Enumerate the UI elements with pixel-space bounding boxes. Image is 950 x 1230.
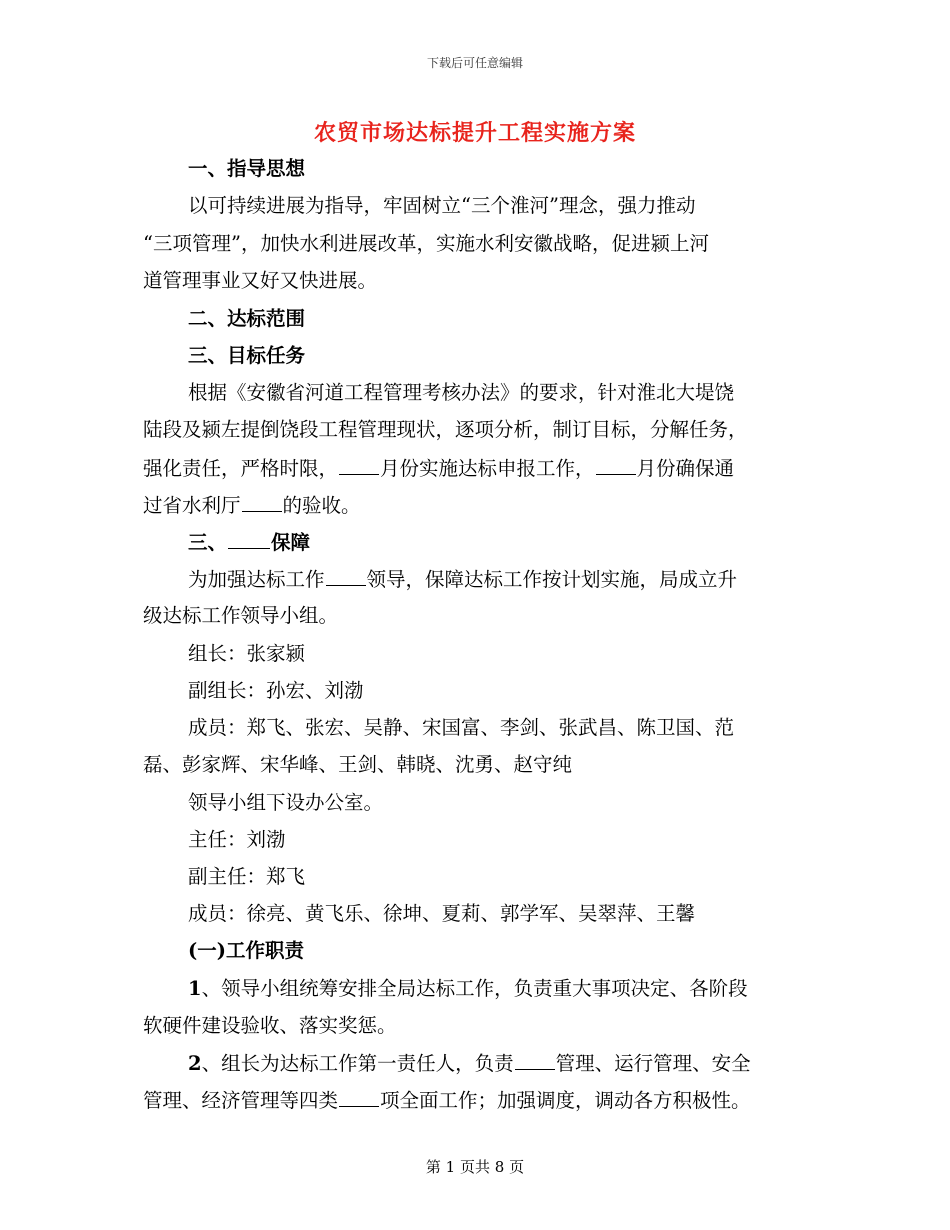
paragraph-line: 陆段及颍左提倒饶段工程管理现状，逐项分析，制订目标，分解任务， bbox=[143, 418, 748, 441]
duty-number: 1 bbox=[188, 977, 202, 1000]
text-segment: 强化责任，严格时限， bbox=[143, 457, 339, 480]
text-segment: 月份确保通 bbox=[636, 457, 735, 480]
paragraph-line bbox=[143, 456, 734, 481]
section-heading-guarantee bbox=[188, 530, 310, 555]
section-heading-scope: 二、达标范围 bbox=[188, 307, 306, 330]
text-segment: 月份实施达标申报工作， bbox=[380, 457, 595, 480]
section-heading-guiding-ideology: 一、指导思想 bbox=[188, 157, 306, 180]
document-title: 农贸市场达标提升工程实施方案 bbox=[313, 120, 636, 146]
fill-blank bbox=[326, 567, 366, 586]
fill-blank bbox=[242, 493, 282, 512]
duty-item-2-line bbox=[188, 1051, 751, 1076]
text-segment: 为加强达标工作 bbox=[188, 568, 325, 591]
duty-item-1-line bbox=[188, 977, 748, 1001]
paragraph-line bbox=[188, 567, 737, 592]
group-members-line: 成员：郑飞、张宏、吴静、宋国富、李剑、张武昌、陈卫国、范 bbox=[188, 716, 735, 739]
text-segment: 、领导小组统筹安排全局达标工作，负责重大事项决定、各阶段 bbox=[201, 977, 748, 1000]
duty-number: 2 bbox=[188, 1052, 202, 1075]
office-director: 主任：刘渤 bbox=[188, 828, 286, 851]
paragraph-line: 级达标工作领导小组。 bbox=[143, 604, 339, 627]
page-header: 下载后可任意编辑 bbox=[426, 56, 523, 70]
paragraph-line: 以可持续进展为指导，牢固树立“三个淮河”理念，强力推动 bbox=[188, 194, 696, 217]
text-segment: 项全面工作；加强调度，调动各方积极性。 bbox=[380, 1089, 751, 1112]
fill-blank bbox=[339, 1088, 379, 1107]
fill-blank bbox=[339, 456, 379, 475]
text-segment: 保障 bbox=[271, 531, 311, 554]
section-heading-targets: 三、目标任务 bbox=[188, 344, 306, 367]
paragraph-line: 根据《安徽省河道工程管理考核办法》的要求，针对淮北大堤饶 bbox=[188, 381, 735, 404]
text-segment: 管理、运行管理、安全 bbox=[555, 1052, 751, 1075]
paragraph-line bbox=[143, 493, 361, 518]
office-members: 成员：徐亮、黄飞乐、徐坤、夏莉、郭学军、吴翠萍、王馨 bbox=[188, 902, 696, 925]
group-members-line: 磊、彭家辉、宋华峰、王剑、韩晓、沈勇、赵守纯 bbox=[143, 753, 573, 776]
duty-item-1-line: 软硬件建设验收、落实奖惩。 bbox=[143, 1014, 397, 1037]
fill-blank bbox=[515, 1051, 555, 1070]
text-segment: 的验收。 bbox=[282, 494, 361, 517]
duty-item-2-line bbox=[143, 1088, 751, 1113]
fill-blank bbox=[228, 530, 270, 549]
text-segment: 三、 bbox=[188, 531, 228, 554]
fill-blank bbox=[596, 456, 636, 475]
section-heading-duties: (一)工作职责 bbox=[188, 939, 304, 962]
text-segment: 领导，保障达标工作按计划实施，局成立升 bbox=[366, 568, 738, 591]
text-segment: 过省水利厅 bbox=[143, 494, 241, 517]
text-segment: 、组长为达标工作第一责任人，负责 bbox=[201, 1052, 514, 1075]
office-intro: 领导小组下设办公室。 bbox=[188, 791, 384, 814]
group-vice-leader: 副组长：孙宏、刘渤 bbox=[188, 679, 364, 702]
text-segment: 管理、经济管理等四类 bbox=[143, 1089, 339, 1112]
paragraph-line: 道管理事业又好又快进展。 bbox=[143, 269, 378, 292]
paragraph-line: “三项管理”，加快水利进展改革，实施水利安徽战略，促进颍上河 bbox=[143, 232, 709, 255]
office-vice-director: 副主任：郑飞 bbox=[188, 865, 306, 888]
group-leader: 组长：张家颍 bbox=[188, 642, 306, 665]
page-footer: 第 1 页共 8 页 bbox=[425, 1158, 525, 1176]
